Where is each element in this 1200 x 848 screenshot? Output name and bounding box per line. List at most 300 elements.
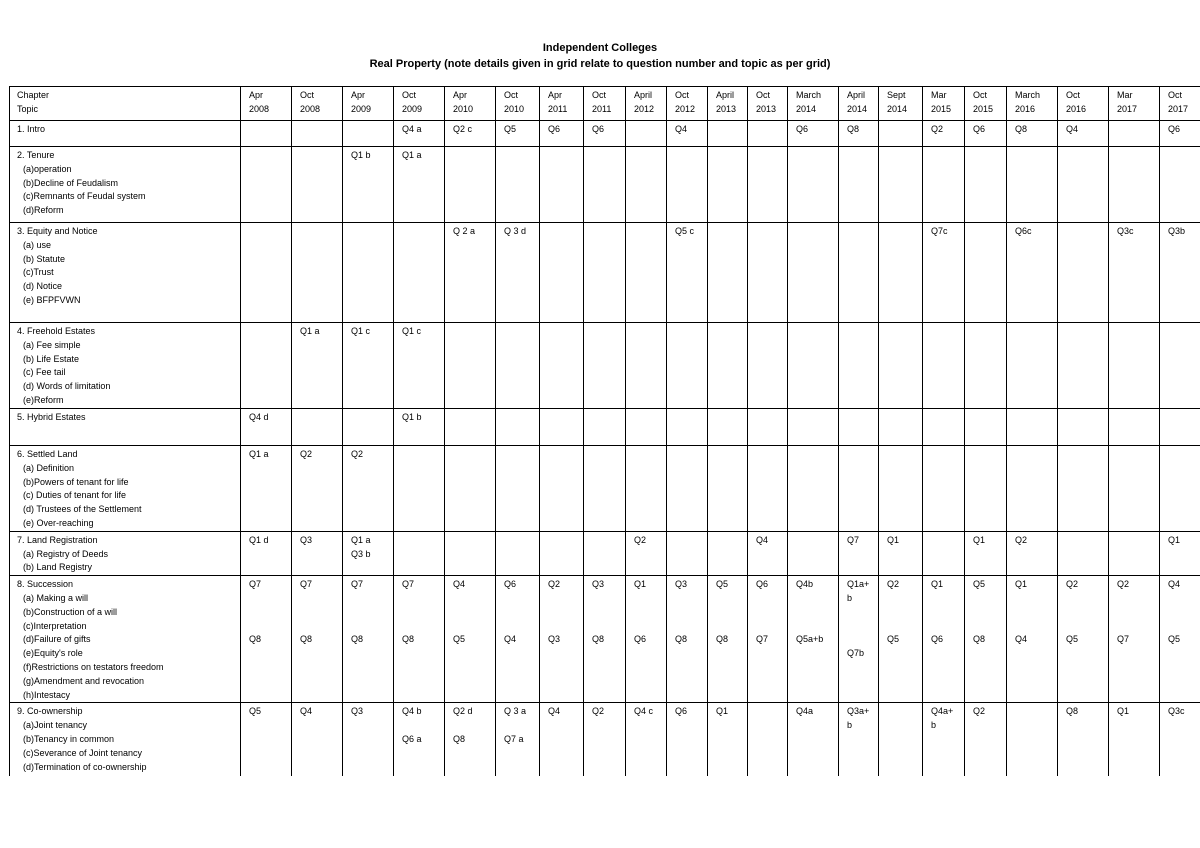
question-cell — [708, 121, 748, 147]
question-cell — [839, 147, 879, 223]
subtopic-item: (a) Fee simple — [23, 339, 81, 350]
question-ref: Q3 — [592, 579, 605, 590]
subtopic-item: (b)Tenancy in common — [23, 733, 115, 744]
question-cell — [788, 446, 839, 532]
question-cell — [445, 703, 496, 776]
question-cell — [241, 121, 292, 147]
question-ref — [931, 620, 961, 634]
topic-cell — [10, 223, 241, 323]
question-ref: Q8 — [675, 634, 688, 645]
question-ref: Q5 — [249, 706, 262, 717]
question-ref: Q6 — [634, 634, 647, 645]
question-ref — [887, 606, 919, 620]
question-cell — [394, 531, 445, 575]
column-header-cell — [540, 87, 584, 121]
question-cell — [879, 409, 923, 446]
question-ref — [675, 620, 704, 634]
question-cell — [292, 703, 343, 776]
question-ref — [931, 592, 961, 606]
question-cell — [788, 121, 839, 147]
question-ref: Q7 — [756, 634, 769, 645]
question-ref: Q7c — [931, 226, 948, 236]
question-ref — [1066, 606, 1105, 620]
question-ref: Q6 — [548, 124, 561, 134]
question-ref: Q4 — [756, 534, 769, 545]
question-cell — [965, 703, 1007, 776]
column-header-cell — [626, 87, 667, 121]
question-ref: Q1 d — [249, 534, 269, 545]
question-cell — [748, 323, 788, 409]
column-header-year: 2013 — [756, 103, 777, 114]
question-cell — [1109, 409, 1160, 446]
question-cell — [394, 121, 445, 147]
question-ref: Q5 — [887, 634, 900, 645]
question-ref — [249, 606, 288, 620]
question-ref: Q5 — [453, 634, 466, 645]
subtopic-item: (a) Registry of Deeds — [23, 548, 109, 559]
question-cell — [965, 223, 1007, 323]
column-header-cell — [667, 87, 708, 121]
question-cell — [965, 323, 1007, 409]
subtopic-item: (d) Words of limitation — [23, 381, 111, 392]
question-cell — [1058, 576, 1109, 703]
question-ref — [1168, 606, 1200, 620]
subtopic-item: (c)Interpretation — [23, 620, 87, 631]
subtopic-item: (b) Land Registry — [23, 562, 93, 573]
subtopic-item: (h)Intestacy — [23, 689, 71, 700]
column-header-year: 2012 — [675, 103, 696, 114]
question-ref: b — [847, 592, 853, 603]
chapter-row — [10, 147, 1200, 223]
question-ref: b — [931, 720, 937, 731]
question-cell — [839, 446, 879, 532]
chapter-title: 4. Freehold Estates — [17, 326, 96, 336]
chapter-title: 3. Equity and Notice — [17, 226, 98, 236]
question-cell — [788, 703, 839, 776]
question-cell — [343, 531, 394, 575]
question-cell — [496, 121, 540, 147]
question-cell — [626, 576, 667, 703]
column-header-month: Oct — [756, 90, 771, 100]
question-cell — [923, 446, 965, 532]
chapter-title: 2. Tenure — [17, 150, 55, 160]
question-cell — [445, 409, 496, 446]
chapter-row — [10, 323, 1200, 409]
column-header-month: March — [1015, 90, 1041, 100]
question-cell — [708, 531, 748, 575]
column-header-year: 2009 — [402, 103, 423, 114]
question-cell — [540, 409, 584, 446]
question-cell — [1058, 223, 1109, 323]
question-cell — [965, 576, 1007, 703]
chapter-row — [10, 223, 1200, 323]
question-ref — [504, 592, 536, 606]
chapter-row — [10, 446, 1200, 532]
question-cell — [923, 323, 965, 409]
question-ref — [592, 620, 622, 634]
question-ref: Q5 — [973, 579, 986, 590]
question-cell — [1160, 446, 1200, 532]
question-ref: Q6 — [931, 634, 944, 645]
question-ref — [300, 620, 339, 634]
question-cell — [292, 147, 343, 223]
column-header-month: April — [634, 90, 653, 100]
question-ref: Q1 — [1117, 706, 1130, 717]
question-cell — [445, 531, 496, 575]
column-header-year: 2008 — [249, 103, 270, 114]
column-header-month: Mar — [1117, 90, 1133, 100]
question-ref: Q5 — [716, 579, 729, 590]
question-cell — [1007, 703, 1058, 776]
question-ref: Q6 — [504, 579, 517, 590]
question-ref — [756, 620, 784, 634]
question-cell — [1109, 703, 1160, 776]
column-header-month: Apr — [351, 90, 366, 100]
question-cell — [667, 147, 708, 223]
question-cell — [343, 703, 394, 776]
question-cell — [445, 323, 496, 409]
question-cell — [923, 121, 965, 147]
question-cell — [1160, 409, 1200, 446]
question-ref: Q7 a — [504, 733, 524, 744]
question-ref: Q6 — [796, 124, 809, 134]
chapter-row — [10, 409, 1200, 446]
column-header-month: Oct — [504, 90, 519, 100]
exam-grid-table — [9, 86, 1200, 776]
question-cell — [584, 121, 626, 147]
question-ref — [548, 620, 580, 634]
question-ref — [847, 620, 875, 634]
question-ref: Q8 — [1066, 706, 1079, 717]
question-cell — [923, 531, 965, 575]
topic-cell — [10, 703, 241, 776]
question-cell — [748, 703, 788, 776]
question-cell — [343, 576, 394, 703]
question-cell — [1160, 531, 1200, 575]
chapter-row — [10, 703, 1200, 776]
question-ref — [402, 592, 441, 606]
question-cell — [708, 576, 748, 703]
column-header-cell — [1058, 87, 1109, 121]
question-cell — [1160, 147, 1200, 223]
chapter-title: 8. Succession — [17, 579, 74, 590]
question-ref: Q1 b — [402, 412, 422, 422]
question-ref: Q8 — [592, 634, 605, 645]
question-cell — [748, 531, 788, 575]
question-ref: Q8 — [973, 634, 986, 645]
question-cell — [584, 409, 626, 446]
question-ref: Q4a+ — [931, 706, 954, 717]
question-ref: Q5 — [504, 124, 517, 134]
question-ref — [634, 592, 663, 606]
column-header-month: Apr — [548, 90, 563, 100]
column-header-cell — [1109, 87, 1160, 121]
question-cell — [839, 223, 879, 323]
question-cell — [879, 531, 923, 575]
question-cell — [394, 147, 445, 223]
question-cell — [394, 446, 445, 532]
question-ref — [504, 719, 536, 733]
question-cell — [839, 323, 879, 409]
question-cell — [343, 223, 394, 323]
subtopic-item: (d) Trustees of the Settlement — [23, 504, 142, 515]
question-ref: Q5 — [1066, 634, 1079, 645]
question-ref: Q4 a — [402, 124, 422, 134]
subtopic-item: (b)Powers of tenant for life — [23, 476, 129, 487]
chapter-row — [10, 531, 1200, 575]
question-ref: Q4a — [796, 706, 814, 717]
question-cell — [626, 409, 667, 446]
column-header-year: 2017 — [1168, 103, 1189, 114]
question-ref: Q8 — [847, 124, 860, 134]
question-ref — [675, 592, 704, 606]
question-cell — [1109, 531, 1160, 575]
question-ref: Q1a+ — [847, 579, 870, 590]
column-header-cell — [584, 87, 626, 121]
question-ref: Q2 — [1117, 579, 1130, 590]
column-header-cell — [496, 87, 540, 121]
question-cell — [748, 576, 788, 703]
subtopic-item: (d)Termination of co-ownership — [23, 761, 147, 772]
question-cell — [788, 147, 839, 223]
question-cell — [1058, 446, 1109, 532]
column-header-cell — [394, 87, 445, 121]
question-cell — [584, 147, 626, 223]
column-header-month: Oct — [973, 90, 988, 100]
question-cell — [839, 409, 879, 446]
question-ref: Q5a+b — [796, 634, 824, 645]
question-cell — [788, 576, 839, 703]
chapter-title: 5. Hybrid Estates — [17, 412, 86, 422]
question-cell — [879, 576, 923, 703]
question-ref — [1015, 592, 1054, 606]
question-ref: Q1 a — [402, 150, 422, 160]
question-ref: Q7 — [402, 579, 415, 590]
column-header-cell — [965, 87, 1007, 121]
question-ref: Q1 a — [249, 449, 269, 459]
question-cell — [1109, 147, 1160, 223]
question-ref — [300, 592, 339, 606]
question-cell — [748, 409, 788, 446]
question-cell — [584, 703, 626, 776]
question-ref: Q3c — [1117, 226, 1134, 236]
question-ref — [548, 592, 580, 606]
question-cell — [540, 531, 584, 575]
column-header-cell — [292, 87, 343, 121]
question-cell — [667, 223, 708, 323]
question-ref: Q4 b — [402, 706, 422, 717]
question-cell — [708, 409, 748, 446]
question-cell — [879, 703, 923, 776]
question-ref: Q7 — [300, 579, 313, 590]
subtopic-item: (e) Over-reaching — [23, 517, 94, 528]
question-ref — [1168, 620, 1200, 634]
question-ref: Q7 — [1117, 634, 1130, 645]
question-cell — [1007, 531, 1058, 575]
question-cell — [879, 147, 923, 223]
question-ref — [402, 719, 441, 733]
question-cell — [394, 323, 445, 409]
question-ref — [1117, 620, 1156, 634]
question-ref — [351, 620, 390, 634]
question-ref: Q4b — [796, 579, 814, 590]
question-ref — [249, 620, 288, 634]
question-ref: Q1 c — [351, 326, 371, 336]
page-title: Independent Colleges — [542, 42, 658, 54]
chapter-title: 1. Intro — [17, 124, 46, 134]
question-cell — [667, 121, 708, 147]
question-ref: Q7 — [351, 579, 364, 590]
question-cell — [1058, 703, 1109, 776]
question-ref: Q8 — [453, 733, 466, 744]
subtopic-item: (f)Restrictions on testators freedom — [23, 661, 164, 672]
question-cell — [343, 409, 394, 446]
question-cell — [708, 703, 748, 776]
question-cell — [708, 323, 748, 409]
question-cell — [496, 409, 540, 446]
question-cell — [496, 576, 540, 703]
question-cell — [540, 223, 584, 323]
question-cell — [667, 409, 708, 446]
question-ref: Q2 — [351, 449, 364, 459]
question-ref — [716, 592, 744, 606]
question-cell — [241, 531, 292, 575]
column-header-cell — [445, 87, 496, 121]
question-ref: Q1 — [973, 534, 986, 545]
subtopic-item: (a) Definition — [23, 462, 75, 473]
question-cell — [496, 147, 540, 223]
question-ref — [847, 633, 875, 647]
question-cell — [1109, 121, 1160, 147]
subtopic-item: (b)Construction of a will — [23, 606, 118, 617]
question-ref: Q6 — [675, 706, 688, 717]
column-header-month: Oct — [675, 90, 690, 100]
question-ref: Q1 — [1015, 579, 1028, 590]
question-cell — [626, 147, 667, 223]
question-ref — [249, 592, 288, 606]
chapter-row — [10, 121, 1200, 147]
question-ref — [453, 592, 492, 606]
chapter-header-label: Chapter — [17, 90, 50, 100]
question-cell — [584, 576, 626, 703]
column-header-cell — [1160, 87, 1200, 121]
question-ref: Q3 b — [351, 548, 371, 559]
question-cell — [584, 223, 626, 323]
column-header-year: 2016 — [1015, 103, 1036, 114]
question-ref — [796, 620, 835, 634]
question-cell — [496, 223, 540, 323]
question-cell — [788, 223, 839, 323]
question-cell — [292, 223, 343, 323]
question-ref: Q8 — [402, 634, 415, 645]
question-cell — [540, 121, 584, 147]
question-ref — [675, 606, 704, 620]
question-cell — [343, 446, 394, 532]
question-ref: Q4 — [1066, 124, 1079, 134]
subtopic-item: (d)Failure of gifts — [23, 634, 91, 645]
question-ref: Q3 — [675, 579, 688, 590]
question-cell — [1160, 223, 1200, 323]
question-cell — [839, 576, 879, 703]
topic-cell — [10, 409, 241, 446]
question-ref: b — [847, 720, 853, 731]
question-ref — [796, 606, 835, 620]
question-cell — [708, 147, 748, 223]
question-cell — [496, 703, 540, 776]
question-cell — [667, 323, 708, 409]
question-ref: Q2 — [1066, 579, 1079, 590]
question-ref: Q4 d — [249, 412, 269, 422]
topic-cell — [10, 446, 241, 532]
question-ref — [716, 620, 744, 634]
question-cell — [241, 223, 292, 323]
question-ref: Q1 b — [351, 150, 371, 160]
page-subtitle: Real Property (note details given in grid relate to question number and topic as per grid) — [369, 58, 831, 70]
question-cell — [241, 576, 292, 703]
column-header-cell — [241, 87, 292, 121]
question-ref: Q2 — [887, 579, 900, 590]
question-cell — [292, 409, 343, 446]
question-cell — [965, 531, 1007, 575]
column-header-year: 2010 — [453, 103, 474, 114]
subtopic-item: (c)Severance of Joint tenancy — [23, 747, 143, 758]
subtopic-item: (b) Statute — [23, 253, 66, 264]
question-ref — [847, 606, 875, 620]
question-ref — [504, 606, 536, 620]
question-ref — [634, 606, 663, 620]
question-cell — [923, 703, 965, 776]
question-ref: Q 3 d — [504, 226, 527, 236]
question-cell — [1058, 323, 1109, 409]
column-header-cell — [343, 87, 394, 121]
question-cell — [748, 121, 788, 147]
header-topic-cell — [10, 87, 241, 121]
question-cell — [923, 576, 965, 703]
column-header-month: Sept — [887, 90, 906, 100]
question-ref: Q1 — [887, 534, 900, 545]
question-ref: Q3 — [300, 534, 313, 545]
question-ref — [351, 592, 390, 606]
question-cell — [839, 531, 879, 575]
question-cell — [748, 147, 788, 223]
question-ref — [1117, 592, 1156, 606]
question-cell — [1058, 121, 1109, 147]
question-ref — [351, 606, 390, 620]
column-header-year: 2015 — [973, 103, 994, 114]
column-header-year: 2008 — [300, 103, 321, 114]
question-cell — [879, 223, 923, 323]
question-cell — [1007, 147, 1058, 223]
question-ref — [592, 592, 622, 606]
question-cell — [292, 121, 343, 147]
question-cell — [708, 446, 748, 532]
question-ref: Q2 d — [453, 706, 473, 717]
question-ref — [592, 606, 622, 620]
subtopic-item: (e)Equity's role — [23, 648, 83, 659]
question-ref: Q3c — [1168, 706, 1185, 717]
subtopic-item: (c)Trust — [23, 267, 54, 278]
question-ref: Q7b — [847, 648, 865, 659]
question-cell — [540, 446, 584, 532]
question-ref: Q5 c — [675, 226, 695, 236]
column-header-year: 2014 — [847, 103, 868, 114]
question-ref — [1066, 620, 1105, 634]
subtopic-item: (a) use — [23, 239, 52, 250]
question-cell — [1007, 576, 1058, 703]
topic-cell — [10, 531, 241, 575]
question-cell — [292, 531, 343, 575]
column-header-cell — [748, 87, 788, 121]
